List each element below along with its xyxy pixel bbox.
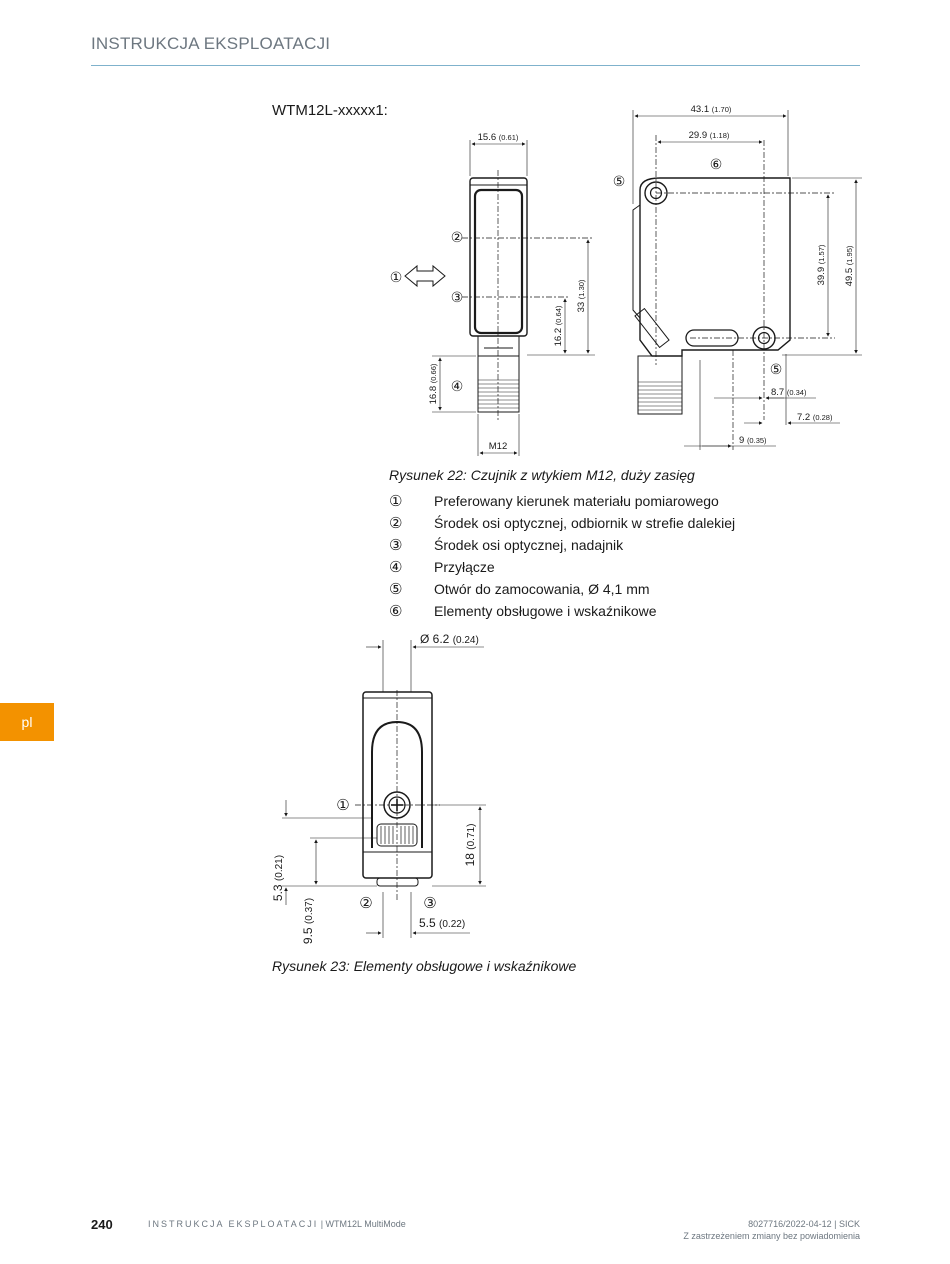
front-view-lens xyxy=(475,190,522,333)
dim-connector-length: 16.8 (0.66) xyxy=(428,363,439,405)
marker-6: ⑥ xyxy=(709,156,723,172)
dim-overall-width: 43.1 (1.70) xyxy=(690,104,732,115)
top-view-connector xyxy=(377,878,418,886)
dim-55: 5.5 (0.22) xyxy=(419,916,466,930)
front-view-connector-neck xyxy=(478,336,519,356)
marker-5-top: ⑤ xyxy=(612,173,626,189)
marker-5-bottom: ⑤ xyxy=(769,361,783,377)
legend-item: ② Środek osi optycznej, odbiornik w strefie dalekiej xyxy=(389,515,736,532)
dim-height-18: 18 (0.71) xyxy=(463,823,477,867)
dim-offset-72: 7.2 (0.28) xyxy=(797,412,833,423)
doc-id: 8027716/2022-04-12 | SICK xyxy=(748,1219,860,1229)
dim-front-width: 15.6 (0.61) xyxy=(477,132,519,143)
dim-95: 9.5 (0.37) xyxy=(301,897,315,945)
disclaimer: Z zastrzeżeniem zmiany bez powiadomienia xyxy=(683,1231,860,1241)
dim-offset-9: 9 (0.35) xyxy=(739,435,767,446)
legend-item: ③ Środek osi optycznej, nadajnik xyxy=(389,537,624,554)
footer-right xyxy=(683,1218,860,1242)
language-tab[interactable]: pl xyxy=(0,703,54,741)
figure-22-legend xyxy=(389,490,735,622)
dim-diameter: Ø 6.2 (0.24) xyxy=(420,632,479,646)
dim-hole-spacing: 39.9 (1.57) xyxy=(816,244,827,286)
model-label: WTM12L-xxxxx1: xyxy=(272,102,388,119)
figure-23-caption: Rysunek 23: Elementy obsługowe i wskaźnikowe xyxy=(272,958,577,974)
direction-arrow-icon xyxy=(405,266,445,286)
side-view-body xyxy=(640,178,790,356)
dim-overall-height: 49.5 (1.95) xyxy=(844,245,855,287)
dim-housing-width: 29.9 (1.18) xyxy=(688,130,730,141)
legend-item: ① Preferowany kierunek materiału pomiarowego xyxy=(389,493,719,510)
marker-1: ① xyxy=(389,269,403,285)
dim-thread: M12 xyxy=(488,441,508,452)
page-number: 240 xyxy=(91,1217,113,1232)
marker-2: ② xyxy=(450,229,464,245)
marker-3: ③ xyxy=(450,289,464,305)
marker-4: ④ xyxy=(450,378,464,394)
legend-item: ④ Przyłącze xyxy=(389,559,495,576)
figure-22-caption: Rysunek 22: Czujnik z wtykiem M12, duży zasięg xyxy=(389,467,695,483)
legend-item: ⑤ Otwór do zamocowania, Ø 4,1 mm xyxy=(389,581,650,598)
figure-22-drawing xyxy=(0,0,950,470)
dim-offset-87: 8.7 (0.34) xyxy=(771,387,807,398)
dim-axis-16: 16.2 (0.64) xyxy=(553,305,564,347)
legend-item: ⑥ Elementy obsługowe i wskaźnikowe xyxy=(389,603,657,620)
figure-23-drawing xyxy=(0,620,950,960)
footer-doc-title: INSTRUKCJA EKSPLOATACJI | WTM12L MultiMode xyxy=(148,1219,406,1229)
dim-53: 5.3 (0.21) xyxy=(271,854,285,902)
marker-1: ① xyxy=(336,797,350,814)
header-title: INSTRUKCJA EKSPLOATACJI xyxy=(91,34,331,53)
front-view-body xyxy=(470,178,527,336)
marker-3: ③ xyxy=(423,895,437,912)
dim-axis-33: 33 (1.30) xyxy=(576,279,587,313)
side-view-connector xyxy=(638,356,682,414)
marker-2: ② xyxy=(359,895,373,912)
